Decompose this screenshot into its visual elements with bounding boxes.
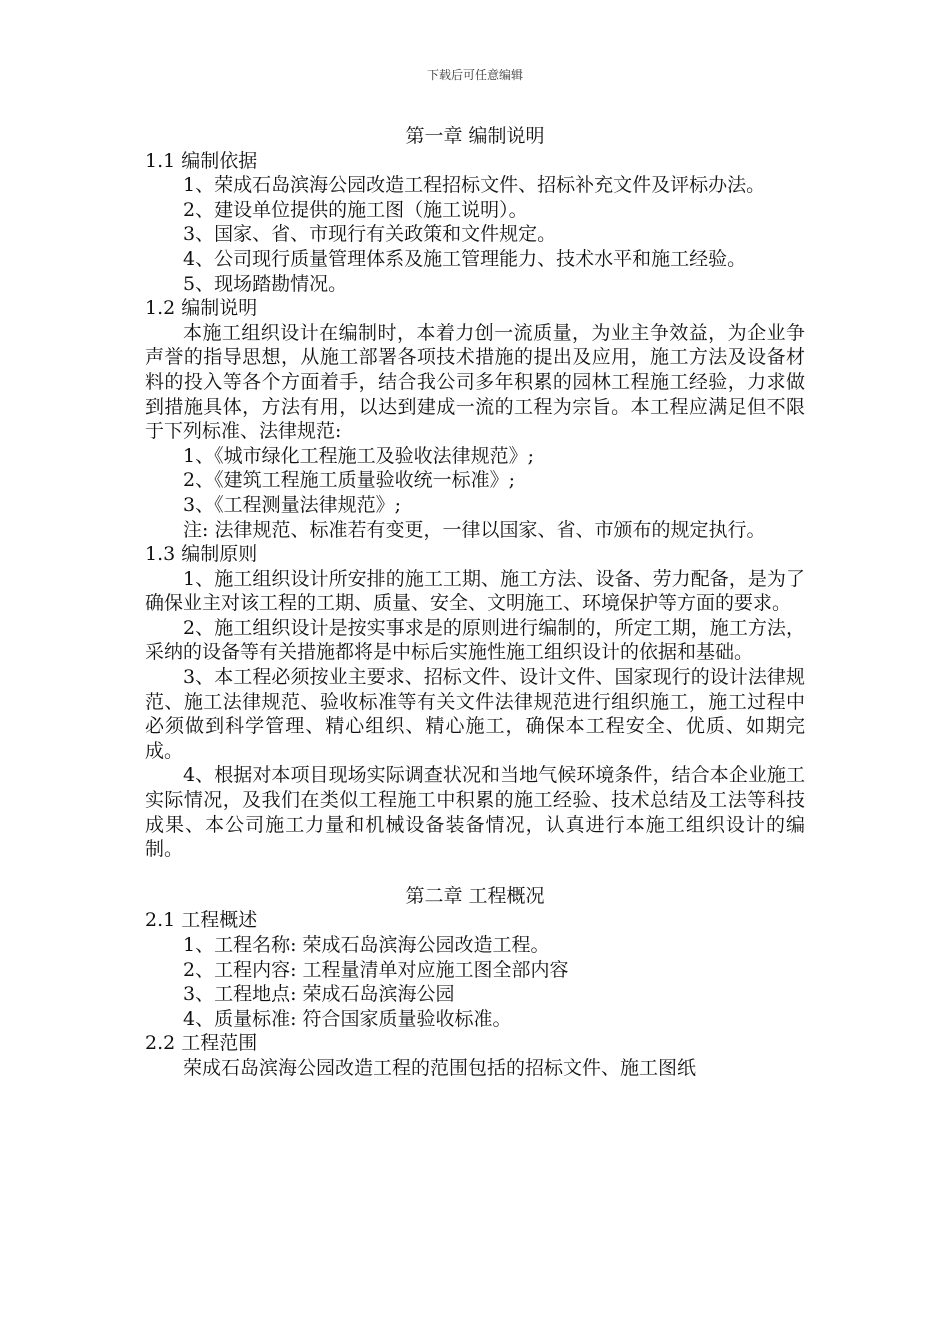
overview-item-4: 4、质量标准: 符合国家质量验收标准。 xyxy=(183,1007,512,1030)
basis-item-5: 5、现场踏勘情况。 xyxy=(183,272,348,295)
overview-item-1: 1、工程名称: 荣成石岛滨海公园改造工程。 xyxy=(183,934,550,956)
standard-item-1: 1、《城市绿化工程施工及验收法律规范》; xyxy=(183,444,534,467)
section-2-1-heading: 2.1 工程概述 xyxy=(145,909,258,932)
document-body xyxy=(145,124,805,1081)
overview-item-3: 3、工程地点: 荣成石岛滨海公园 xyxy=(183,983,455,1006)
section-2-2-heading: 2.2 工程范围 xyxy=(145,1032,258,1055)
scope-text: 荣成石岛滨海公园改造工程的范围包括的招标文件、施工图纸 xyxy=(183,1056,697,1079)
section-1-3-heading: 1.3 编制原则 xyxy=(145,543,258,566)
basis-item-2: 2、建设单位提供的施工图（施工说明）。 xyxy=(183,198,528,221)
standard-item-2: 2、《建筑工程施工质量验收统一标准》; xyxy=(183,469,515,492)
principle-para-4: 4、根据对本项目现场实际调查状况和当地气候环境条件，结合本企业施工实际情况，及我们在类似工程施工中积累的施工经验、技术总结及工法等科技成果、本公司施工力量和机械设备装备情况，认真进行本施工组织设计的编制。 xyxy=(145,764,805,861)
principle-para-3: 3、本工程必须按业主要求、招标文件、设计文件、国家现行的设计法律规范、施工法律规范、验收标准等有关文件法律规范进行组织施工，施工过程中必须做到科学管理、精心组织、精心施工，确保本工程安全、优质、如期完成。 xyxy=(145,666,805,762)
standard-item-3: 3、《工程测量法律规范》; xyxy=(183,493,401,516)
section-1-2-heading: 1.2 编制说明 xyxy=(145,297,258,320)
chapter-2-title: 第二章 工程概况 xyxy=(405,884,545,907)
standards-note: 注: 法律规范、标准若有变更，一律以国家、省、市颁布的规定执行。 xyxy=(183,518,766,541)
principle-para-1: 1、施工组织设计所安排的施工工期、施工方法、设备、劳力配备，是为了确保业主对该工程的工期、质量、安全、文明施工、环境保护等方面的要求。 xyxy=(145,567,805,615)
overview-item-2: 2、工程内容: 工程量清单对应施工图全部内容 xyxy=(183,958,569,981)
section-1-1-heading: 1.1 编制依据 xyxy=(145,149,258,172)
principle-para-2: 2、施工组织设计是按实事求是的原则进行编制的，所定工期，施工方法，采纳的设备等有关措施都将是中标后实施性施工组织设计的依据和基础。 xyxy=(145,616,805,664)
header-note: 下载后可任意编辑 xyxy=(426,68,523,82)
basis-item-1: 1、荣成石岛滨海公园改造工程招标文件、招标补充文件及评标办法。 xyxy=(183,174,766,197)
basis-item-3: 3、国家、省、市现行有关政策和文件规定。 xyxy=(183,223,557,246)
basis-item-4: 4、公司现行质量管理体系及施工管理能力、技术水平和施工经验。 xyxy=(183,247,747,270)
chapter-1-title: 第一章 编制说明 xyxy=(405,125,545,147)
section-1-2-intro: 本施工组织设计在编制时，本着力创一流质量，为业主争效益，为企业争声誉的指导思想，从施工部署各项技术措施的提出及应用，施工方法及设备材料的投入等各个方面着手，结合我公司多年积累的园林工程施工经验，力求做到措施具体，方法有用，以达到建成一流的工程为宗旨。本工程应满足但不限于下列标准、法律规范: xyxy=(145,321,805,443)
